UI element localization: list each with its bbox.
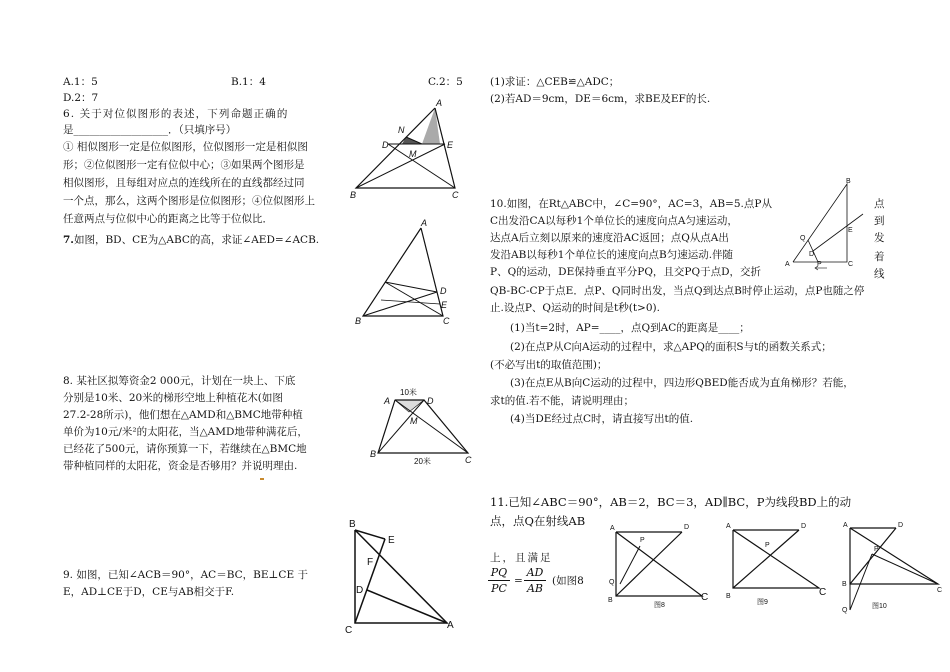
q10-sub: 求t的值.若不能，请说明理由； <box>490 395 635 407</box>
q10-side-char: 点 <box>874 198 885 210</box>
f10-label: Q <box>842 607 848 614</box>
fraction-numerator: AD <box>524 565 546 581</box>
q10-line: 发沿AB以每秒1个单位长的速度向点B匀速运动.伴随 <box>490 249 734 261</box>
q10-sub: (不必写出t的取值范围)； <box>490 359 608 371</box>
q10-sub: (3)在点E从B向C运动的过程中，四边形QBED能否成为直角梯形？若能， <box>510 377 854 389</box>
f10-label: D <box>898 522 904 529</box>
q10-line: P、Q的运动，DE保持垂直平分PQ，且交PQ于点D，交折 <box>490 266 762 278</box>
q10-side-char: 发 <box>874 232 885 244</box>
q10-sub: (4)当DE经过点C时，请直接写出t的值. <box>510 413 694 425</box>
f10-label: B <box>842 581 847 588</box>
q8-figure <box>370 388 470 468</box>
q10-line: QB-BC-CP于点E．点P、Q同时出发，当点Q到达点B时停止运动，点P也随之停 <box>490 285 865 297</box>
q10-side-char: 到 <box>874 215 885 227</box>
question-7 <box>63 232 319 248</box>
q11-line: 点，点Q在射线AB <box>490 514 586 528</box>
q10-side-char: 着 <box>874 251 885 263</box>
q11-figure-9 <box>723 520 833 612</box>
q10-line: 达点A后立刻以原来的速度沿AC返回；点Q从点A出 <box>490 232 729 244</box>
q11-figure-10 <box>834 520 946 616</box>
q9-label: E <box>388 535 395 546</box>
q7-text: 如图，BD、CE为△ABC的高，求证∠AED=∠ACB. <box>73 234 320 246</box>
f8-label: Q <box>609 579 615 586</box>
f9-label: A <box>726 523 731 530</box>
q11-equals: = <box>514 575 523 587</box>
fraction-numerator: PQ <box>488 565 510 581</box>
q7-label: C <box>443 316 450 326</box>
q6-line: 相似图形，且每组对应点的连线所在的直线都经过同 <box>63 177 305 189</box>
q10-figure <box>785 178 865 273</box>
f9-label: P <box>765 542 770 549</box>
stray-mark <box>260 478 264 480</box>
q9-label: C <box>345 625 353 636</box>
f9-label: D <box>801 523 807 530</box>
fraction-denominator: AB <box>526 582 544 595</box>
q6-label: D <box>382 140 389 150</box>
q5-option-a: A.1：5 <box>63 76 98 88</box>
q7-figure <box>355 220 455 330</box>
f8-label: D <box>684 524 690 531</box>
q8-label: 10米 <box>400 388 417 397</box>
f8-label: B <box>608 597 613 604</box>
q10-label: C <box>848 261 854 268</box>
q6-line: 是__________________．（只填序号） <box>63 124 237 136</box>
f8-label: A <box>610 525 615 532</box>
q7-number: 7. <box>63 234 74 246</box>
q10-line: 止.设点P、Q运动的时间是t秒(t>0). <box>490 302 660 314</box>
q8-line: 27.2-28所示)，他们想在△AMD和△BMC地带种植 <box>63 409 303 421</box>
q6-figure <box>350 100 475 200</box>
q8-line: 单价为10元/米²的太阳花，当△AMD地带种满花后， <box>63 426 308 438</box>
q8-line: 带种植同样的太阳花，资金是否够用？并说明理由. <box>63 460 298 472</box>
q9-part-2: (2)若AD＝9cm，DE＝6cm，求BE及EF的长. <box>490 93 711 105</box>
q9-label: B <box>349 519 356 530</box>
q11-line: 11.已知∠ABC＝90°，AB＝2，BC＝3，AD∥BC，P为线段BD上的动 <box>490 495 852 509</box>
q6-label: B <box>350 190 357 200</box>
q7-label: A <box>421 218 428 228</box>
q6-line: 一个点，那么，这两个图形是位似图形；④位似图形上 <box>63 195 315 207</box>
q8-label: C <box>465 455 472 465</box>
q6-line: 形；②位似图形一定有位似中心；③如果两个图形是 <box>63 159 305 171</box>
q10-line: 10.如图，在Rt△ABC中，∠C=90°，AC=3，AB=5.点P从 <box>490 198 772 210</box>
q9-line: 9. 如图，已知∠ACB＝90°，AC＝BC，BE⊥CE 于 <box>63 569 308 581</box>
q10-label: Q <box>800 235 806 242</box>
f8-label: C <box>701 592 709 603</box>
fig10-caption: 图10 <box>872 603 887 610</box>
q11-tail: (如图8 <box>552 575 584 587</box>
q11-line: 上，且满足 <box>490 552 553 564</box>
q9-part-1: (1)求证：△CEB≌△ADC； <box>490 76 620 88</box>
q6-line: ① 相似图形一定是位似图形，位似图形一定是相似图 <box>63 141 308 153</box>
fraction-denominator: PC <box>491 582 507 595</box>
q8-label: M <box>410 416 418 426</box>
q8-label: B <box>370 449 377 459</box>
f10-label: A <box>843 522 848 529</box>
f10-label: P <box>874 546 879 553</box>
q6-line: 任意两点与位似中心的距离之比等于位似比． <box>63 213 273 225</box>
q9-label: A <box>447 620 454 631</box>
q10-sub: (1)当t=2时，AP=____，点Q到AC的距离是____； <box>510 322 750 334</box>
q6-label: E <box>447 140 454 150</box>
q10-label: D <box>809 251 815 258</box>
q6-label: N <box>398 125 405 135</box>
q7-label: B <box>355 316 362 326</box>
q8-label: D <box>427 396 434 406</box>
q9-line: E，AD⊥CE于D，CE与AB相交于F. <box>63 586 235 598</box>
q6-line: 6. 关于对位似图形的表述，下列命题正确的 <box>63 108 289 120</box>
f9-label: B <box>726 593 731 600</box>
q8-line: 8. 某社区拟筹资金2 000元，计划在一块上、下底 <box>63 375 296 387</box>
q8-label: A <box>384 396 391 406</box>
q10-side-char: 线 <box>874 268 885 280</box>
q10-sub: (2)在点P从C向A运动的过程中，求△APQ的面积S与t的函数关系式； <box>510 341 832 353</box>
q8-label: 20米 <box>414 457 431 466</box>
q9-label: F <box>367 557 374 568</box>
q6-label: C <box>452 190 459 200</box>
q10-label: P <box>817 261 822 268</box>
f8-label: P <box>640 537 645 544</box>
fig9-caption: 图9 <box>757 599 768 606</box>
q10-label: A <box>785 261 790 268</box>
q7-label: E <box>441 300 448 310</box>
q10-line: C出发沿CA以每秒1个单位长的速度向点A匀速运动， <box>490 215 738 227</box>
q11-figure-8 <box>606 520 714 612</box>
q5-option-d: D.2：7 <box>63 92 99 104</box>
q8-line: 已经花了500元，请你预算一下，若继续在△BMC地 <box>63 443 307 455</box>
fig8-caption: 图8 <box>654 602 665 609</box>
q5-option-c: C.2：5 <box>428 76 463 88</box>
q9-label: D <box>356 585 364 596</box>
q6-label: A <box>436 98 443 108</box>
q7-label: D <box>440 286 447 296</box>
q11-fraction-right <box>524 565 546 596</box>
q10-label: E <box>848 227 853 234</box>
q6-label: M <box>409 149 417 159</box>
f10-label: C <box>937 587 943 594</box>
q6-shaded-triangle-light <box>422 108 440 144</box>
q10-label: B <box>846 178 851 185</box>
q9-figure <box>343 515 463 640</box>
q11-fraction-left <box>488 565 510 596</box>
q8-line: 分别是10米、20米的梯形空地上种植花木(如图 <box>63 392 283 404</box>
q5-option-b: B.1：4 <box>231 76 266 88</box>
f9-label: C <box>819 587 827 598</box>
